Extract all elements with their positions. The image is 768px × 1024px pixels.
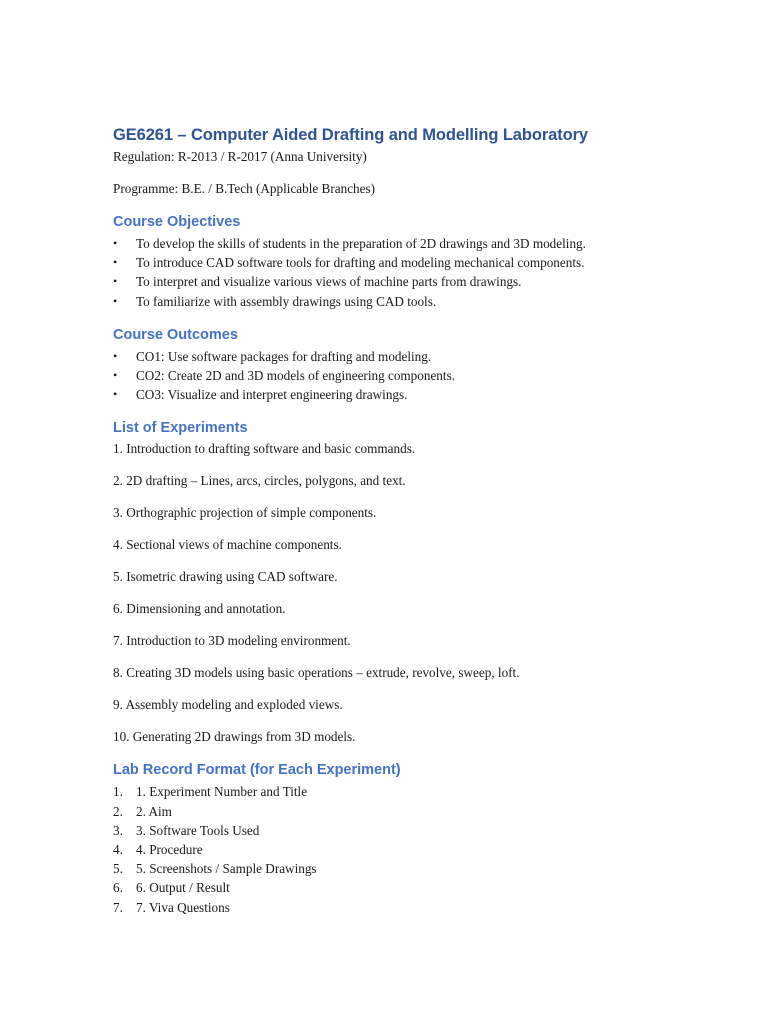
record-text: 7. Viva Questions	[136, 899, 230, 915]
objective-text: To develop the skills of students in the preparation of 2D drawings and 3D modeling.	[136, 236, 586, 251]
record-text: 5. Screenshots / Sample Drawings	[136, 861, 317, 877]
list-item	[113, 802, 733, 821]
bullet-icon: •	[113, 368, 118, 383]
outcomes-list	[113, 347, 733, 405]
experiment-item: 8. Creating 3D models using basic operations – extrude, revolve, sweep, loft.	[113, 665, 520, 681]
outcomes-heading: Course Outcomes	[113, 326, 238, 343]
list-item	[113, 385, 733, 404]
experiments-list	[113, 440, 733, 746]
list-item	[113, 292, 733, 311]
bullet-icon: •	[113, 236, 118, 250]
experiment-item: 2. 2D drafting – Lines, arcs, circles, polygons, and text.	[113, 473, 406, 489]
record-format-heading: Lab Record Format (for Each Experiment)	[113, 762, 401, 779]
objective-text: To introduce CAD software tools for drafting and modeling mechanical components.	[136, 255, 585, 271]
record-text: 3. Software Tools Used	[136, 822, 260, 838]
experiment-item: 7. Introduction to 3D modeling environment.	[113, 633, 351, 649]
outcome-text: CO2: Create 2D and 3D models of engineering components.	[136, 368, 455, 384]
list-item	[113, 272, 733, 291]
bullet-icon: •	[113, 293, 118, 308]
programme-line: Programme: B.E. / B.Tech (Applicable Branches)	[113, 181, 376, 196]
regulation-line: Regulation: R-2013 / R-2017 (Anna University)	[113, 149, 367, 164]
document-page	[113, 124, 733, 917]
list-item	[113, 253, 733, 272]
list-number: 1.	[113, 784, 123, 800]
list-number: 6.	[113, 880, 123, 896]
list-number: 7.	[113, 899, 123, 915]
document-title: GE6261 – Computer Aided Drafting and Modelling Laboratory	[113, 126, 588, 144]
list-item	[113, 821, 733, 840]
outcome-text: CO1: Use software packages for drafting and modeling.	[136, 348, 432, 364]
experiment-item: 5. Isometric drawing using CAD software.	[113, 569, 338, 585]
list-item	[113, 898, 733, 917]
list-number: 5.	[113, 861, 123, 877]
experiment-item: 9. Assembly modeling and exploded views.	[113, 697, 343, 713]
experiments-heading: List of Experiments	[113, 420, 248, 437]
outcome-text: CO3: Visualize and interpret engineering drawings.	[136, 387, 408, 403]
record-text: 2. Aim	[136, 803, 172, 819]
bullet-icon: •	[113, 255, 118, 270]
experiment-item: 6. Dimensioning and annotation.	[113, 601, 286, 617]
record-text: 4. Procedure	[136, 842, 203, 858]
experiment-item: 1. Introduction to drafting software and basic commands.	[113, 441, 416, 457]
list-number: 4.	[113, 842, 123, 858]
bullet-icon: •	[113, 387, 118, 402]
record-text: 6. Output / Result	[136, 880, 230, 896]
list-number: 3.	[113, 822, 123, 838]
experiment-item: 10. Generating 2D drawings from 3D models.	[113, 729, 356, 745]
bullet-icon: •	[113, 348, 118, 363]
bullet-icon: •	[113, 274, 118, 289]
list-item	[113, 878, 733, 897]
list-item	[113, 859, 733, 878]
record-text: 1. Experiment Number and Title	[136, 784, 308, 800]
list-number: 2.	[113, 803, 123, 819]
objective-text: To familiarize with assembly drawings using CAD tools.	[136, 293, 437, 309]
objectives-heading: Course Objectives	[113, 214, 241, 230]
list-item	[113, 840, 733, 859]
list-item	[113, 347, 733, 366]
experiment-item: 3. Orthographic projection of simple components.	[113, 505, 377, 521]
objectives-list	[113, 234, 733, 311]
list-item	[113, 234, 733, 253]
objective-text: To interpret and visualize various views of machine parts from drawings.	[136, 274, 522, 290]
list-item	[113, 366, 733, 385]
experiment-item: 4. Sectional views of machine components.	[113, 537, 342, 553]
record-format-list	[113, 782, 733, 916]
list-item	[113, 782, 733, 801]
